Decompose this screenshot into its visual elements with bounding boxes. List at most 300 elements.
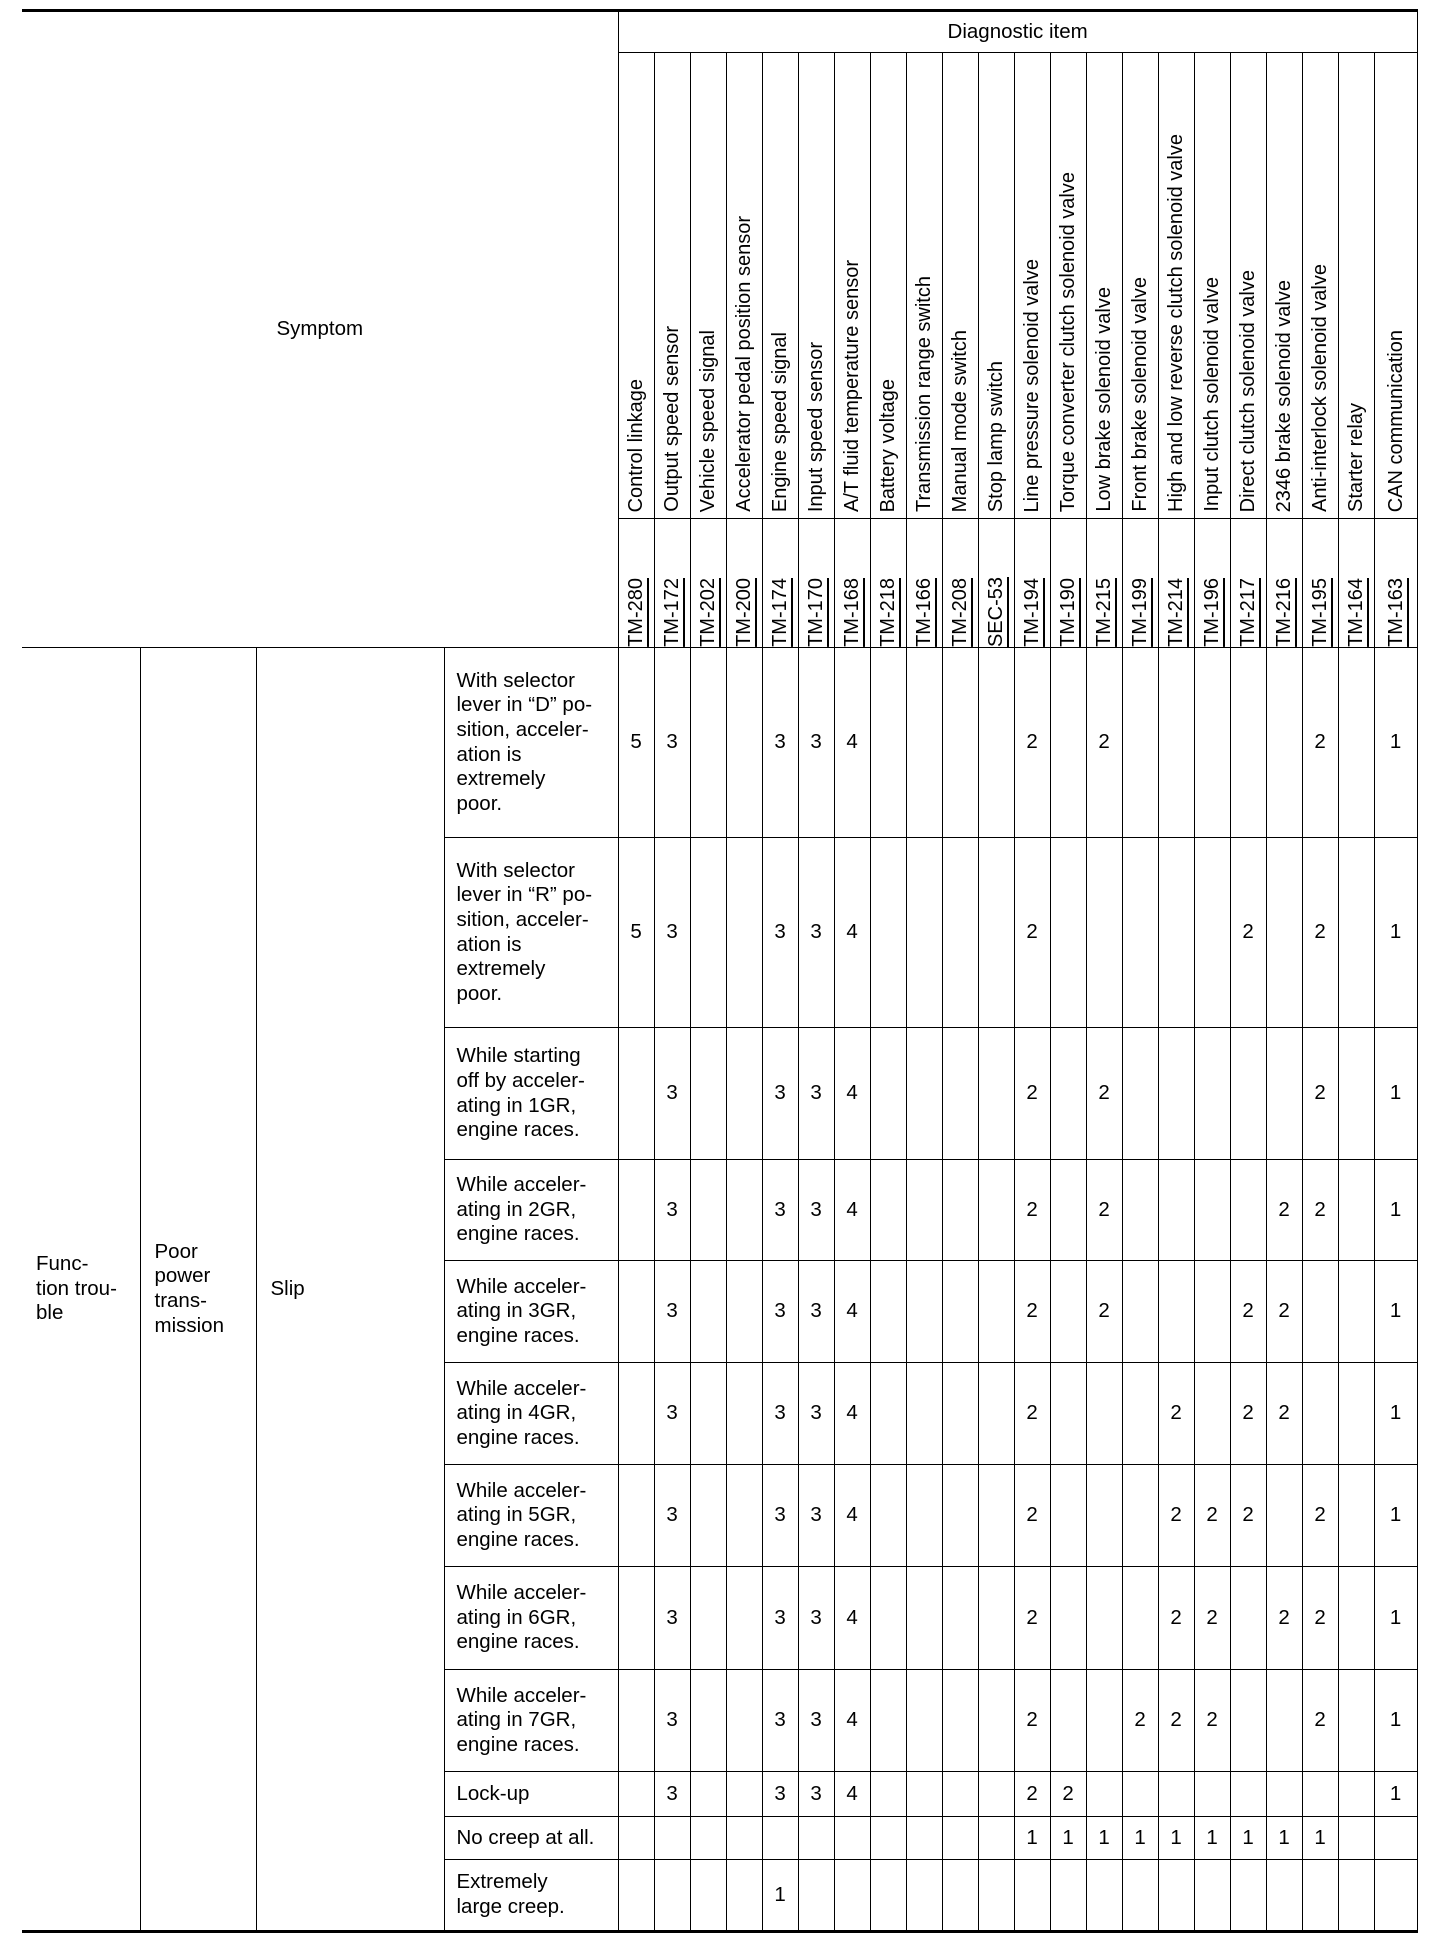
priority-cell bbox=[1194, 838, 1230, 1028]
priority-cell: 3 bbox=[762, 1261, 798, 1363]
diagnostic-item-name bbox=[1122, 53, 1158, 519]
symptom-description: While acceler- ating in 2GR, engine races. bbox=[444, 1160, 618, 1261]
priority-cell bbox=[618, 1363, 654, 1465]
priority-cell bbox=[906, 1160, 942, 1261]
reference-link[interactable]: TM-190 bbox=[1057, 578, 1080, 647]
priority-cell bbox=[1158, 1860, 1194, 1932]
diagnostic-item-name bbox=[726, 53, 762, 519]
priority-cell bbox=[942, 1363, 978, 1465]
table-body bbox=[22, 648, 1417, 1932]
priority-cell: 3 bbox=[798, 1160, 834, 1261]
priority-cell: 3 bbox=[798, 1363, 834, 1465]
priority-cell bbox=[618, 1567, 654, 1670]
priority-cell: 1 bbox=[1086, 1817, 1122, 1860]
diagnostic-item-ref bbox=[1014, 519, 1050, 648]
priority-cell bbox=[1122, 1160, 1158, 1261]
table-row bbox=[22, 648, 1417, 838]
priority-cell bbox=[870, 1465, 906, 1567]
priority-cell bbox=[1338, 1160, 1374, 1261]
priority-cell: 2 bbox=[1014, 1670, 1050, 1772]
priority-cell bbox=[1122, 1772, 1158, 1817]
priority-cell: 1 bbox=[1302, 1817, 1338, 1860]
priority-cell bbox=[1086, 1465, 1122, 1567]
priority-cell bbox=[762, 1817, 798, 1860]
reference-link[interactable]: TM-170 bbox=[805, 578, 828, 647]
diagnostic-item-ref bbox=[654, 519, 690, 648]
priority-cell: 1 bbox=[1266, 1817, 1302, 1860]
priority-cell bbox=[690, 1860, 726, 1932]
priority-cell bbox=[1230, 648, 1266, 838]
priority-cell bbox=[1050, 1261, 1086, 1363]
priority-cell bbox=[942, 1670, 978, 1772]
priority-cell bbox=[1338, 838, 1374, 1028]
priority-cell: 3 bbox=[798, 1028, 834, 1160]
diagnostic-item-label: Line pressure solenoid valve bbox=[1021, 258, 1044, 512]
priority-cell: 3 bbox=[798, 1465, 834, 1567]
priority-cell: 1 bbox=[1194, 1817, 1230, 1860]
priority-cell bbox=[1338, 1567, 1374, 1670]
priority-cell: 3 bbox=[762, 1567, 798, 1670]
priority-cell bbox=[1338, 648, 1374, 838]
priority-cell bbox=[942, 1567, 978, 1670]
symptom-description: While acceler- ating in 5GR, engine races. bbox=[444, 1465, 618, 1567]
diagnostic-item-name bbox=[1374, 53, 1417, 519]
priority-cell bbox=[870, 1028, 906, 1160]
priority-cell bbox=[834, 1817, 870, 1860]
priority-cell bbox=[726, 1670, 762, 1772]
symptom-header: Symptom bbox=[22, 11, 618, 648]
priority-cell bbox=[726, 838, 762, 1028]
priority-cell bbox=[1050, 1670, 1086, 1772]
diagnostic-item-name bbox=[690, 53, 726, 519]
priority-cell: 2 bbox=[1014, 838, 1050, 1028]
symptom-category-cell: Func- tion trou- ble bbox=[22, 648, 140, 1932]
priority-cell bbox=[798, 1817, 834, 1860]
priority-cell bbox=[618, 1670, 654, 1772]
priority-cell bbox=[978, 1670, 1014, 1772]
priority-cell bbox=[1158, 1028, 1194, 1160]
reference-link[interactable]: TM-163 bbox=[1384, 578, 1407, 647]
priority-cell bbox=[1338, 1817, 1374, 1860]
reference-link[interactable]: TM-166 bbox=[913, 578, 936, 647]
priority-cell: 3 bbox=[654, 1465, 690, 1567]
priority-cell: 2 bbox=[1014, 1160, 1050, 1261]
priority-cell bbox=[1194, 1028, 1230, 1160]
priority-cell bbox=[978, 1160, 1014, 1261]
priority-cell bbox=[906, 1261, 942, 1363]
diagnostic-item-label: Engine speed signal bbox=[769, 331, 792, 512]
diagnostic-item-label: High and low reverse clutch solenoid valve bbox=[1165, 134, 1188, 512]
priority-cell bbox=[1266, 838, 1302, 1028]
priority-cell bbox=[870, 648, 906, 838]
priority-cell: 3 bbox=[762, 1772, 798, 1817]
priority-cell bbox=[978, 648, 1014, 838]
priority-cell bbox=[1302, 1860, 1338, 1932]
priority-cell: 4 bbox=[834, 838, 870, 1028]
priority-cell: 5 bbox=[618, 648, 654, 838]
priority-cell bbox=[1230, 1567, 1266, 1670]
priority-cell bbox=[1338, 1772, 1374, 1817]
priority-cell bbox=[942, 1860, 978, 1932]
reference-link[interactable]: TM-199 bbox=[1129, 578, 1152, 647]
priority-cell: 3 bbox=[762, 1465, 798, 1567]
priority-cell bbox=[1302, 1772, 1338, 1817]
priority-cell bbox=[618, 1860, 654, 1932]
priority-cell: 2 bbox=[1014, 1028, 1050, 1160]
priority-cell: 5 bbox=[618, 838, 654, 1028]
priority-cell bbox=[1158, 1261, 1194, 1363]
symptom-description: No creep at all. bbox=[444, 1817, 618, 1860]
symptom-diagnosis-table bbox=[22, 9, 1418, 1933]
symptom-description: While starting off by acceler- ating in 1GR, engine races. bbox=[444, 1028, 618, 1160]
priority-cell: 3 bbox=[762, 1160, 798, 1261]
priority-cell: 2 bbox=[1194, 1670, 1230, 1772]
diagnostic-item-header: Diagnostic item bbox=[618, 11, 1417, 53]
symptom-description: With selector lever in “R” po- sition, acceler- ation is extremely poor. bbox=[444, 838, 618, 1028]
priority-cell: 2 bbox=[1194, 1567, 1230, 1670]
priority-cell bbox=[1338, 1465, 1374, 1567]
priority-cell bbox=[1050, 838, 1086, 1028]
priority-cell bbox=[870, 1860, 906, 1932]
priority-cell bbox=[942, 838, 978, 1028]
reference-link[interactable]: TM-202 bbox=[697, 578, 720, 647]
reference-link[interactable]: TM-174 bbox=[769, 578, 792, 647]
priority-cell bbox=[906, 1817, 942, 1860]
reference-link[interactable]: TM-217 bbox=[1237, 578, 1260, 647]
reference-link[interactable]: TM-195 bbox=[1309, 578, 1332, 647]
priority-cell bbox=[1122, 1567, 1158, 1670]
priority-cell: 2 bbox=[1230, 1363, 1266, 1465]
priority-cell bbox=[1050, 1160, 1086, 1261]
priority-cell: 3 bbox=[762, 1363, 798, 1465]
diagnostic-item-ref bbox=[1266, 519, 1302, 648]
priority-cell: 2 bbox=[1158, 1567, 1194, 1670]
priority-cell bbox=[1122, 1363, 1158, 1465]
priority-cell bbox=[1374, 1817, 1417, 1860]
symptom-type-cell: Slip bbox=[256, 648, 444, 1932]
priority-cell bbox=[1086, 1567, 1122, 1670]
diagnostic-item-label: Input speed sensor bbox=[805, 341, 828, 512]
reference-link[interactable]: SEC-53 bbox=[985, 576, 1008, 647]
priority-cell bbox=[1086, 1363, 1122, 1465]
symptom-description: While acceler- ating in 7GR, engine races. bbox=[444, 1670, 618, 1772]
priority-cell: 1 bbox=[1374, 1261, 1417, 1363]
diagnostic-item-ref bbox=[1374, 519, 1417, 648]
priority-cell: 1 bbox=[1158, 1817, 1194, 1860]
diagnostic-item-label: 2346 brake solenoid valve bbox=[1273, 279, 1296, 512]
diagnostic-item-ref bbox=[618, 519, 654, 648]
priority-cell: 2 bbox=[1014, 1363, 1050, 1465]
priority-cell bbox=[726, 1160, 762, 1261]
priority-cell bbox=[978, 838, 1014, 1028]
priority-cell: 2 bbox=[1158, 1363, 1194, 1465]
priority-cell bbox=[690, 648, 726, 838]
reference-link[interactable]: TM-172 bbox=[661, 578, 684, 647]
symptom-description: With selector lever in “D” po- sition, acceler- ation is extremely poor. bbox=[444, 648, 618, 838]
priority-cell bbox=[1230, 1772, 1266, 1817]
priority-cell: 2 bbox=[1230, 1261, 1266, 1363]
priority-cell bbox=[618, 1772, 654, 1817]
priority-cell bbox=[1266, 1772, 1302, 1817]
priority-cell: 3 bbox=[798, 1772, 834, 1817]
priority-cell bbox=[1230, 1670, 1266, 1772]
priority-cell: 2 bbox=[1302, 1160, 1338, 1261]
diagnostic-item-label: A/T fluid temperature sensor bbox=[841, 260, 864, 512]
priority-cell bbox=[1266, 648, 1302, 838]
priority-cell: 3 bbox=[654, 1363, 690, 1465]
priority-cell bbox=[1122, 1028, 1158, 1160]
priority-cell bbox=[618, 1261, 654, 1363]
priority-cell: 1 bbox=[1374, 1772, 1417, 1817]
diagnostic-item-label: Transmission range switch bbox=[913, 275, 936, 512]
priority-cell bbox=[1050, 1465, 1086, 1567]
priority-cell bbox=[906, 1028, 942, 1160]
symptom-subcategory-cell: Poor power trans- mission bbox=[140, 648, 256, 1932]
priority-cell: 2 bbox=[1014, 1465, 1050, 1567]
diagnostic-item-name bbox=[1158, 53, 1194, 519]
priority-cell bbox=[870, 1817, 906, 1860]
priority-cell: 2 bbox=[1302, 838, 1338, 1028]
priority-cell: 1 bbox=[1374, 1567, 1417, 1670]
diagnostic-item-name bbox=[978, 53, 1014, 519]
symptom-description: While acceler- ating in 6GR, engine races. bbox=[444, 1567, 618, 1670]
reference-link[interactable]: TM-200 bbox=[733, 578, 756, 647]
priority-cell: 4 bbox=[834, 1670, 870, 1772]
reference-link[interactable]: TM-164 bbox=[1345, 578, 1368, 647]
priority-cell bbox=[618, 1028, 654, 1160]
priority-cell: 3 bbox=[762, 1028, 798, 1160]
priority-cell: 1 bbox=[1374, 1028, 1417, 1160]
diagnostic-item-label: Output speed sensor bbox=[661, 326, 684, 512]
priority-cell: 2 bbox=[1266, 1160, 1302, 1261]
priority-cell bbox=[978, 1860, 1014, 1932]
priority-cell bbox=[726, 1817, 762, 1860]
priority-cell bbox=[1230, 1160, 1266, 1261]
priority-cell: 4 bbox=[834, 1567, 870, 1670]
priority-cell: 2 bbox=[1086, 1261, 1122, 1363]
diagnostic-item-name bbox=[834, 53, 870, 519]
priority-cell bbox=[726, 1363, 762, 1465]
reference-link[interactable]: TM-196 bbox=[1201, 578, 1224, 647]
priority-cell: 1 bbox=[1122, 1817, 1158, 1860]
diagnostic-item-name bbox=[1014, 53, 1050, 519]
priority-cell: 1 bbox=[1374, 1670, 1417, 1772]
diagnostic-item-name bbox=[906, 53, 942, 519]
priority-cell bbox=[1266, 1028, 1302, 1160]
priority-cell: 3 bbox=[654, 1160, 690, 1261]
priority-cell bbox=[942, 1772, 978, 1817]
priority-cell bbox=[690, 838, 726, 1028]
diagnostic-item-label: Manual mode switch bbox=[949, 329, 972, 512]
priority-cell bbox=[1230, 1860, 1266, 1932]
priority-cell bbox=[1122, 1261, 1158, 1363]
priority-cell bbox=[1302, 1261, 1338, 1363]
priority-cell bbox=[1338, 1670, 1374, 1772]
priority-cell: 3 bbox=[798, 1261, 834, 1363]
priority-cell bbox=[690, 1567, 726, 1670]
priority-cell bbox=[1194, 1363, 1230, 1465]
priority-cell bbox=[1194, 1160, 1230, 1261]
diagnostic-item-ref bbox=[834, 519, 870, 648]
priority-cell: 2 bbox=[1158, 1670, 1194, 1772]
priority-cell bbox=[1122, 1860, 1158, 1932]
priority-cell bbox=[1338, 1363, 1374, 1465]
priority-cell: 1 bbox=[1230, 1817, 1266, 1860]
priority-cell bbox=[690, 1261, 726, 1363]
priority-cell: 3 bbox=[798, 648, 834, 838]
diagnostic-item-name bbox=[942, 53, 978, 519]
diagnostic-item-ref bbox=[690, 519, 726, 648]
reference-link[interactable]: TM-280 bbox=[625, 578, 648, 647]
priority-cell bbox=[690, 1772, 726, 1817]
priority-cell: 4 bbox=[834, 1363, 870, 1465]
diagnostic-item-label: Starter relay bbox=[1345, 403, 1368, 512]
diagnostic-item-name bbox=[762, 53, 798, 519]
priority-cell: 3 bbox=[654, 1261, 690, 1363]
reference-link[interactable]: TM-215 bbox=[1093, 578, 1116, 647]
priority-cell bbox=[690, 1817, 726, 1860]
priority-cell bbox=[726, 1860, 762, 1932]
diagnostic-item-name bbox=[870, 53, 906, 519]
priority-cell: 1 bbox=[1374, 838, 1417, 1028]
priority-cell: 3 bbox=[762, 838, 798, 1028]
priority-cell: 1 bbox=[1374, 1160, 1417, 1261]
priority-cell bbox=[618, 1465, 654, 1567]
diagnostic-item-ref bbox=[1302, 519, 1338, 648]
priority-cell: 1 bbox=[1374, 1465, 1417, 1567]
priority-cell bbox=[978, 1363, 1014, 1465]
priority-cell bbox=[978, 1028, 1014, 1160]
priority-cell bbox=[1086, 838, 1122, 1028]
reference-link[interactable]: TM-194 bbox=[1021, 578, 1044, 647]
diagnostic-item-label: Direct clutch solenoid valve bbox=[1237, 269, 1260, 512]
diagnostic-item-label: CAN communication bbox=[1384, 329, 1407, 512]
diagnostic-item-ref bbox=[1338, 519, 1374, 648]
priority-cell bbox=[978, 1567, 1014, 1670]
priority-cell: 4 bbox=[834, 1772, 870, 1817]
reference-link[interactable]: TM-208 bbox=[949, 578, 972, 647]
priority-cell bbox=[1194, 1261, 1230, 1363]
priority-cell bbox=[870, 1261, 906, 1363]
priority-cell: 2 bbox=[1302, 1567, 1338, 1670]
priority-cell bbox=[1158, 648, 1194, 838]
priority-cell bbox=[726, 1261, 762, 1363]
priority-cell bbox=[1014, 1860, 1050, 1932]
priority-cell bbox=[1158, 838, 1194, 1028]
priority-cell bbox=[1338, 1860, 1374, 1932]
priority-cell bbox=[1338, 1028, 1374, 1160]
priority-cell bbox=[834, 1860, 870, 1932]
priority-cell bbox=[942, 1465, 978, 1567]
priority-cell bbox=[618, 1817, 654, 1860]
priority-cell bbox=[942, 1261, 978, 1363]
priority-cell: 3 bbox=[654, 1028, 690, 1160]
priority-cell: 3 bbox=[762, 1670, 798, 1772]
priority-cell bbox=[726, 1465, 762, 1567]
priority-cell bbox=[906, 1772, 942, 1817]
priority-cell: 3 bbox=[762, 648, 798, 838]
symptom-description: While acceler- ating in 4GR, engine races. bbox=[444, 1363, 618, 1465]
priority-cell: 2 bbox=[1014, 1567, 1050, 1670]
priority-cell bbox=[1050, 1567, 1086, 1670]
priority-cell bbox=[1194, 648, 1230, 838]
priority-cell bbox=[1230, 1028, 1266, 1160]
diagnostic-item-ref bbox=[762, 519, 798, 648]
reference-link[interactable]: TM-218 bbox=[877, 578, 900, 647]
priority-cell: 4 bbox=[834, 1261, 870, 1363]
priority-cell bbox=[690, 1670, 726, 1772]
diagnostic-item-name bbox=[618, 53, 654, 519]
diagnostic-item-ref bbox=[726, 519, 762, 648]
priority-cell bbox=[1266, 1670, 1302, 1772]
diagnostic-item-ref bbox=[870, 519, 906, 648]
reference-link[interactable]: TM-214 bbox=[1165, 578, 1188, 647]
priority-cell: 1 bbox=[762, 1860, 798, 1932]
priority-cell: 4 bbox=[834, 1465, 870, 1567]
diagnostic-item-label: Accelerator pedal position sensor bbox=[733, 216, 756, 512]
priority-cell bbox=[1266, 1465, 1302, 1567]
priority-cell: 2 bbox=[1158, 1465, 1194, 1567]
priority-cell bbox=[1194, 1860, 1230, 1932]
priority-cell bbox=[1050, 1363, 1086, 1465]
priority-cell bbox=[906, 1363, 942, 1465]
priority-cell bbox=[1158, 1772, 1194, 1817]
priority-cell: 4 bbox=[834, 1160, 870, 1261]
diagnostic-item-ref bbox=[1050, 519, 1086, 648]
priority-cell bbox=[1122, 1465, 1158, 1567]
priority-cell bbox=[1050, 648, 1086, 838]
reference-link[interactable]: TM-216 bbox=[1273, 578, 1296, 647]
reference-link[interactable]: TM-168 bbox=[841, 578, 864, 647]
priority-cell bbox=[942, 648, 978, 838]
diagnostic-item-label: Battery voltage bbox=[877, 378, 900, 512]
priority-cell: 2 bbox=[1014, 1772, 1050, 1817]
priority-cell: 2 bbox=[1014, 648, 1050, 838]
diagnostic-item-ref bbox=[1194, 519, 1230, 648]
symptom-description: Extremely large creep. bbox=[444, 1860, 618, 1932]
priority-cell: 3 bbox=[798, 838, 834, 1028]
priority-cell: 1 bbox=[1374, 648, 1417, 838]
priority-cell bbox=[690, 1363, 726, 1465]
diagnostic-item-name bbox=[1338, 53, 1374, 519]
priority-cell: 3 bbox=[654, 1772, 690, 1817]
priority-cell bbox=[618, 1160, 654, 1261]
priority-cell bbox=[870, 1363, 906, 1465]
priority-cell bbox=[870, 838, 906, 1028]
priority-cell bbox=[654, 1860, 690, 1932]
priority-cell bbox=[906, 1860, 942, 1932]
symptom-description: While acceler- ating in 3GR, engine races. bbox=[444, 1261, 618, 1363]
priority-cell: 2 bbox=[1122, 1670, 1158, 1772]
diagnostic-item-name bbox=[1266, 53, 1302, 519]
diagnostic-item-label: Anti-interlock solenoid valve bbox=[1309, 264, 1332, 512]
priority-cell: 2 bbox=[1014, 1261, 1050, 1363]
diagnostic-item-ref bbox=[1086, 519, 1122, 648]
diagnostic-item-label: Control linkage bbox=[625, 378, 648, 512]
diagnostic-item-ref bbox=[1158, 519, 1194, 648]
priority-cell bbox=[798, 1860, 834, 1932]
priority-cell: 2 bbox=[1086, 1028, 1122, 1160]
diagnostic-item-ref bbox=[1122, 519, 1158, 648]
priority-cell bbox=[726, 1567, 762, 1670]
priority-cell bbox=[978, 1772, 1014, 1817]
priority-cell: 2 bbox=[1266, 1567, 1302, 1670]
diagnostic-item-name bbox=[654, 53, 690, 519]
diagnostic-item-ref bbox=[1230, 519, 1266, 648]
priority-cell bbox=[906, 838, 942, 1028]
priority-cell bbox=[1158, 1160, 1194, 1261]
priority-cell bbox=[690, 1028, 726, 1160]
